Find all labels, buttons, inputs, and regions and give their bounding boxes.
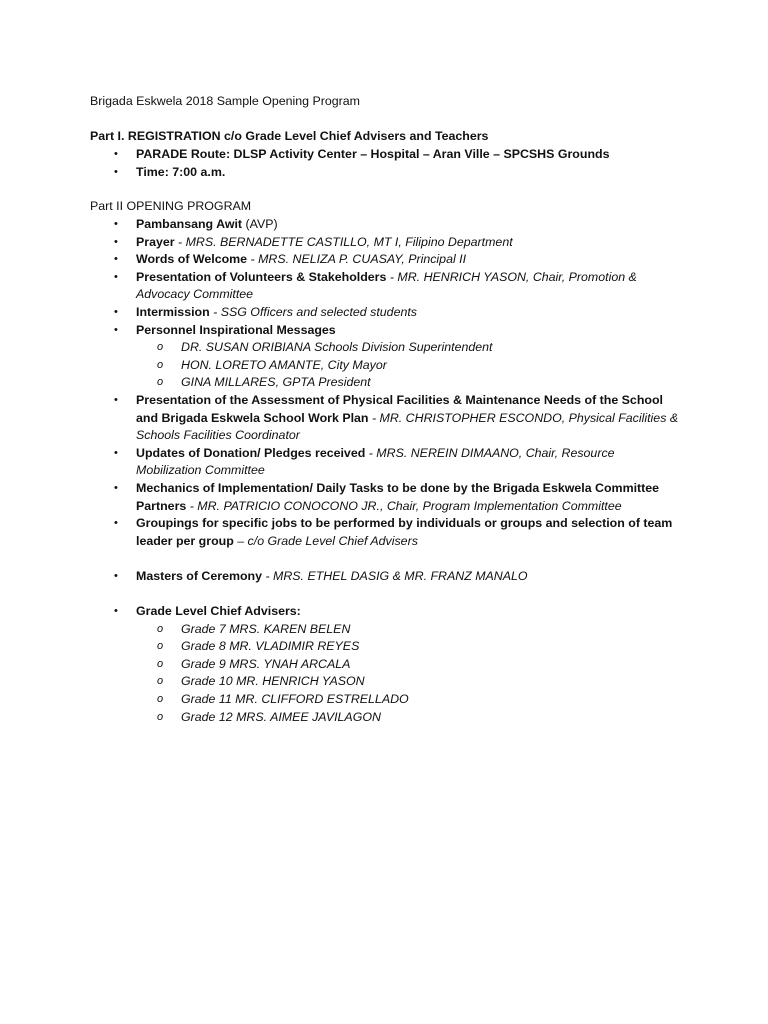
list-item [0, 515, 681, 550]
message-speaker: DR. SUSAN ORIBIANA Schools Division Superintendent [181, 340, 493, 355]
time-text: Time: 7:00 a.m. [136, 164, 226, 179]
part2-list [0, 216, 681, 726]
sub-list-item [0, 709, 681, 727]
sub-list-item [0, 691, 681, 709]
list-item [0, 603, 681, 621]
bullet-icon: • [114, 270, 118, 283]
sub-list-item [0, 357, 681, 375]
bullet-icon: • [114, 165, 118, 178]
bullet-icon: • [114, 253, 118, 266]
item-detail: - MRS. ETHEL DASIG & MR. FRANZ MANALO [262, 568, 528, 583]
message-speaker: GINA MILLARES, GPTA President [181, 375, 371, 390]
item-detail: - SSG Officers and selected students [209, 304, 417, 319]
bullet-icon: • [114, 148, 118, 160]
part2-heading: Part II OPENING PROGRAM [90, 199, 252, 213]
message-speaker: HON. LORETO AMANTE, City Mayor [181, 357, 387, 372]
sub-bullet-icon: o [157, 341, 164, 354]
sub-bullet-icon: o [157, 657, 164, 670]
adviser-name: Grade 9 MRS. YNAH ARCALA [181, 656, 351, 671]
list-item [0, 392, 681, 445]
sub-bullet-icon: o [157, 710, 164, 723]
list-item [0, 251, 681, 269]
item-detail: - MRS. NEREIN DIMAANO, Chair, Resource Mobilization Committee [136, 445, 615, 478]
sub-bullet-icon: o [157, 675, 164, 688]
sub-bullet-icon: o [157, 622, 164, 635]
list-item [0, 164, 681, 182]
sub-list-item [0, 339, 681, 357]
list-item [0, 216, 681, 234]
item-detail: – c/o Grade Level Chief Advisers [233, 533, 418, 548]
item-detail: - MR. PATRICIO CONOCONO JR., Chair, Program Implementation Committee [186, 498, 622, 513]
document-title: Brigada Eskwela 2018 Sample Opening Program [90, 94, 360, 108]
adviser-name: Grade 11 MR. CLIFFORD ESTRELLADO [181, 692, 409, 707]
sub-list-item [0, 638, 681, 656]
item-title: Intermission [136, 304, 210, 319]
item-title: Mechanics of Implementation/ Daily Tasks to be done by the Brigada Eskwela Committee Partners [136, 480, 660, 513]
sub-list-item [0, 656, 681, 674]
bullet-icon: • [114, 218, 118, 230]
item-title: Presentation of the Assessment of Physical Facilities & Maintenance Needs of the School and Brigada Eskwela School Work Plan [136, 392, 663, 425]
item-title: Grade Level Chief Advisers: [136, 604, 301, 619]
item-detail: - MR. HENRICH YASON, Chair, Promotion & Advocacy Committee [136, 269, 637, 302]
item-title: Prayer [136, 234, 175, 249]
list-item [0, 445, 681, 480]
item-title: Pambansang Awit [136, 217, 243, 231]
list-item [0, 568, 681, 586]
parade-route-text: PARADE Route: DLSP Activity Center – Hospital – Aran Ville – SPCSHS Grounds [136, 147, 610, 161]
sub-bullet-icon: o [157, 376, 164, 389]
sub-list-item [0, 374, 681, 392]
list-item [0, 322, 681, 340]
adviser-name: Grade 12 MRS. AIMEE JAVILAGON [181, 709, 381, 724]
bullet-icon: • [114, 305, 118, 318]
part1-list [0, 146, 681, 181]
part1-heading: Part I. REGISTRATION c/o Grade Level Chief Advisers and Teachers [90, 129, 489, 143]
item-detail: - MRS. NELIZA P. CUASAY, Principal II [247, 252, 467, 267]
sub-list-item [0, 673, 681, 691]
sub-bullet-icon: o [157, 640, 164, 653]
list-item [0, 304, 681, 322]
spacer [0, 550, 681, 568]
item-title: Groupings for specific jobs to be performed by individuals or groups and selection of team leader per group [136, 516, 673, 548]
adviser-name: Grade 10 MR. HENRICH YASON [181, 674, 365, 689]
list-item [0, 146, 681, 164]
bullet-icon: • [114, 517, 118, 530]
bullet-icon: • [114, 605, 118, 618]
item-detail: - MRS. BERNADETTE CASTILLO, MT I, Filipino Department [174, 234, 513, 249]
sub-bullet-icon: o [157, 358, 164, 371]
list-item [0, 269, 681, 304]
adviser-name: Grade 7 MRS. KAREN BELEN [181, 621, 351, 636]
item-detail: - MR. CHRISTOPHER ESCONDO, Physical Facilities & Schools Facilities Coordinator [136, 410, 679, 443]
adviser-name: Grade 8 MR. VLADIMIR REYES [181, 639, 360, 654]
item-title: Masters of Ceremony [136, 568, 263, 583]
item-detail: (AVP) [242, 217, 278, 231]
bullet-icon: • [114, 393, 118, 406]
item-title: Presentation of Volunteers & Stakeholders [136, 269, 387, 284]
sub-list-item [0, 621, 681, 639]
item-title: Words of Welcome [136, 252, 248, 267]
sub-bullet-icon: o [157, 693, 164, 706]
list-item [0, 234, 681, 252]
bullet-icon: • [114, 569, 118, 582]
list-item [0, 480, 681, 515]
item-title: Updates of Donation/ Pledges received [136, 445, 366, 460]
bullet-icon: • [114, 481, 118, 494]
spacer [0, 585, 681, 603]
bullet-icon: • [114, 235, 118, 248]
bullet-icon: • [114, 446, 118, 459]
item-title: Personnel Inspirational Messages [136, 322, 336, 337]
bullet-icon: • [114, 323, 118, 336]
